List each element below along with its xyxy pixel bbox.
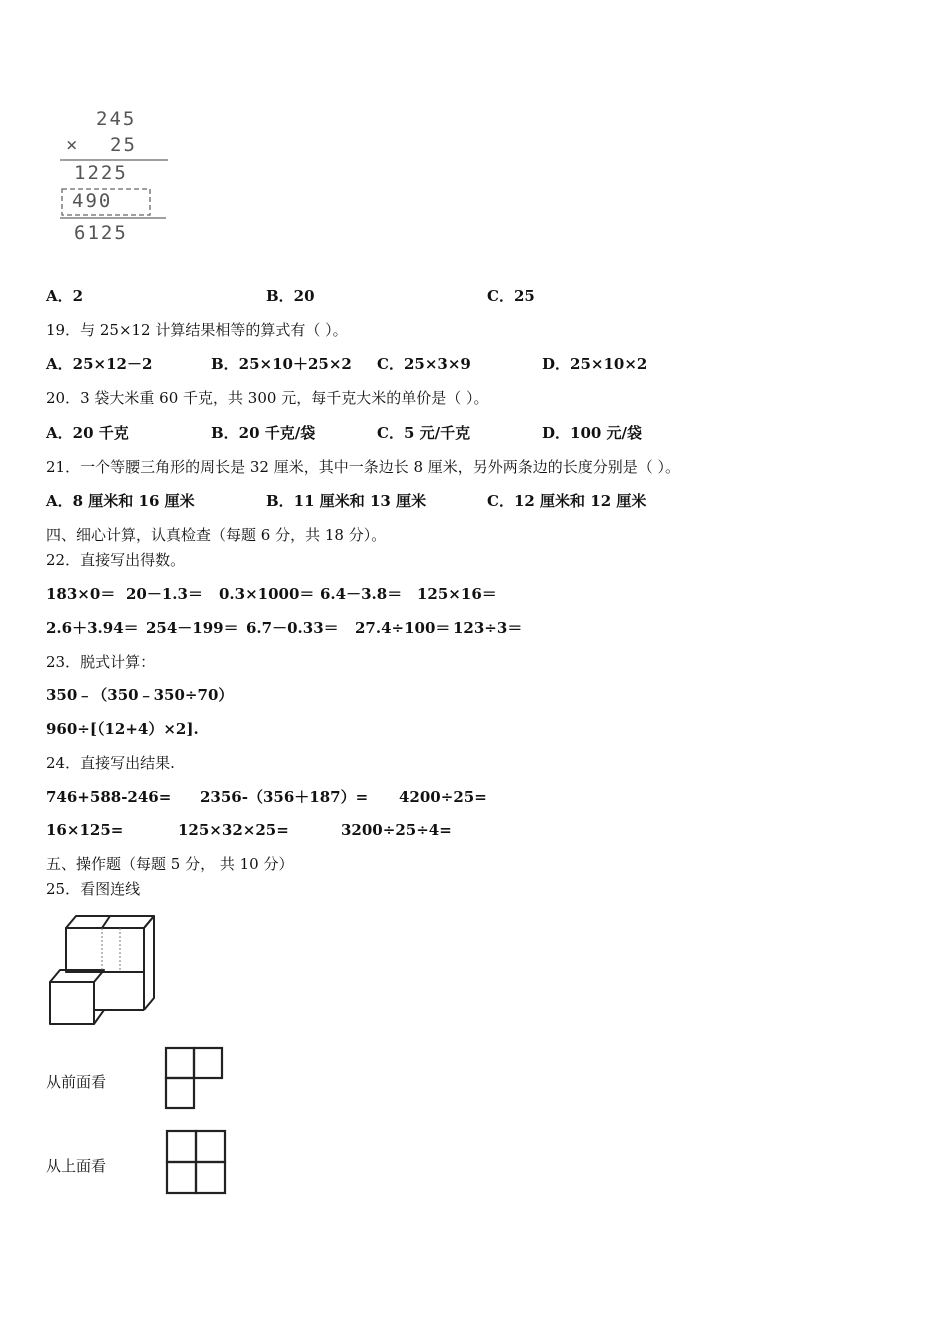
q22-r2-c5: 123÷3＝ [453,619,523,637]
q21-option-c: C．12 厘米和 12 厘米 [487,492,647,510]
q23-expr-2: 960÷[（12+4）×2]. [46,720,199,738]
top-view-cell-4 [196,1162,225,1193]
q19-option-a: A．25×12－2 [46,355,153,373]
q23-title: 23．脱式计算： [46,653,156,671]
q18-option-b: B．20 [266,287,315,305]
q22-r1-c1: 183×0＝ [46,585,116,603]
product: 6125 [74,222,128,244]
partial-product-2: 490 [72,190,113,212]
q19-question: 19．与 25×12 计算结果相等的算式有（ ）。 [46,321,348,339]
q20-option-c: C．5 元/千克 [377,424,471,442]
q24-r2-c1: 16×125= [46,821,124,839]
section-5-heading: 五、操作题（每题 5 分， 共 10 分） [46,855,294,873]
q20-question: 20．3 袋大米重 60 千克，共 300 元，每千克大米的单价是（ ）。 [46,389,489,407]
q21-option-b: B．11 厘米和 13 厘米 [266,492,427,510]
q21-question: 21．一个等腰三角形的周长是 32 厘米，其中一条边长 8 厘米，另外两条边的长度分别是（ ）。 [46,458,681,476]
q20-option-b: B．20 千克/袋 [211,424,316,442]
q22-r2-c2: 254－199＝ [146,619,239,637]
multiplicand: 245 [96,108,137,130]
top-view-cell-2 [196,1131,225,1162]
q22-r2-c4: 27.4÷100＝ [355,619,451,637]
q24-title: 24．直接写出结果. [46,754,175,772]
q20-option-d: D．100 元/袋 [542,424,643,442]
section-4-heading: 四、细心计算，认真检查（每题 6 分，共 18 分）。 [46,526,387,544]
q22-r2-c1: 2.6＋3.94＝ [46,619,139,637]
front-view-label: 从前面看 [46,1073,107,1091]
q19-option-c: C．25×3×9 [377,355,471,373]
q19-option-b: B．25×10＋25×2 [211,355,352,373]
q22-title: 22．直接写出得数。 [46,551,186,569]
top-view-cell-3 [167,1162,196,1193]
q24-r2-c2: 125×32×25= [178,821,289,839]
q24-r1-c3: 4200÷25= [399,788,487,806]
q22-r1-c3: 0.3×1000＝ [219,585,315,603]
q18-option-a: A．2 [46,287,84,305]
q20-option-a: A．20 千克 [46,424,129,442]
q22-r1-c2: 20－1.3＝ [126,585,203,603]
multiplier: 25 [110,134,137,156]
q22-r2-c3: 6.7－0.33＝ [246,619,339,637]
q19-option-d: D．25×10×2 [542,355,648,373]
q18-option-c: C．25 [487,287,535,305]
q23-expr-1: 350﹣（350﹣350÷70） [46,686,234,704]
q24-r2-c3: 3200÷25÷4= [341,821,452,839]
q21-option-a: A．8 厘米和 16 厘米 [46,492,195,510]
top-view-label: 从上面看 [46,1157,107,1175]
q22-r1-c4: 6.4－3.8＝ [320,585,403,603]
top-view-cell-1 [167,1131,196,1162]
times-sign: × [66,134,80,156]
partial-product-1: 1225 [74,162,128,184]
q24-r1-c1: 746+588-246= [46,788,172,806]
q22-r1-c5: 125×16＝ [417,585,497,603]
q25-title: 25．看图连线 [46,880,141,898]
q24-r1-c2: 2356-（356＋187）= [200,788,369,806]
